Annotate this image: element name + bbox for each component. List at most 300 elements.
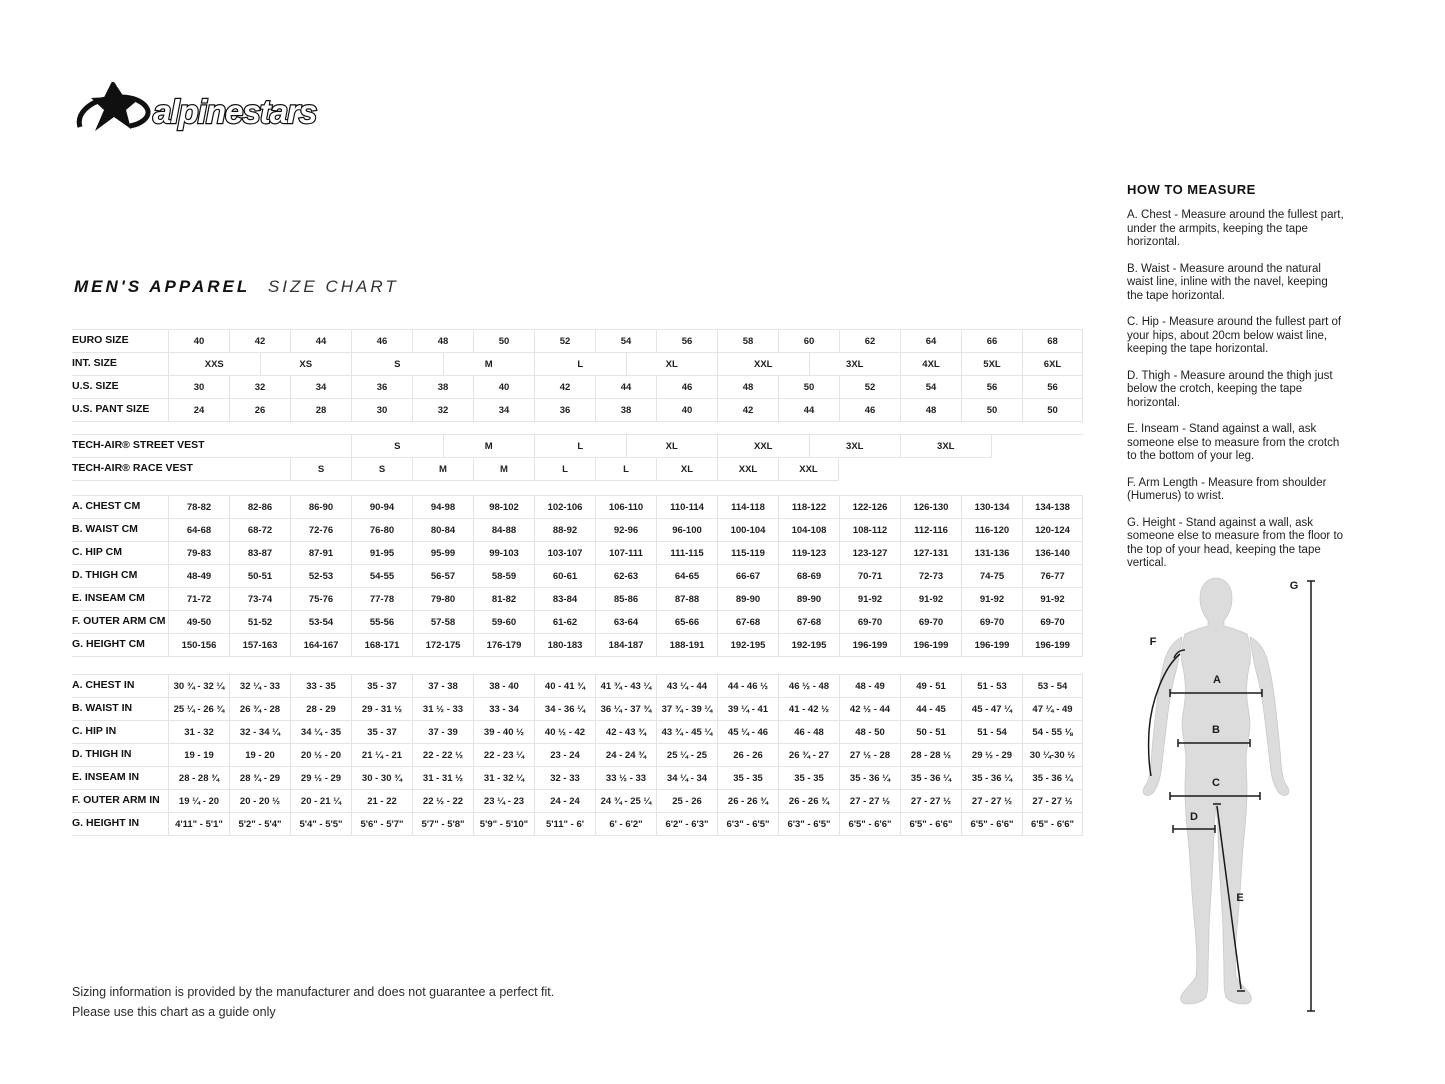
table-cell: 29 ½ - 29 [290,767,351,790]
table-row [72,813,1083,836]
table-cell: 196-199 [961,634,1022,657]
table-cell: 64-68 [168,519,229,542]
table-cell [992,435,1084,458]
table-cell: 23 ¼ - 23 [473,790,534,813]
table-cell: 28 ¾ - 29 [229,767,290,790]
table-cell: 110-114 [656,496,717,519]
table-cell: 30 ¼-30 ½ [1022,744,1083,767]
page-title [74,277,399,297]
table-cell: 27 - 27 ½ [839,790,900,813]
table-row [72,675,1083,698]
table-cell: 31 - 32 ¼ [473,767,534,790]
table-cell: 95-99 [412,542,473,565]
table-cell: 118-122 [778,496,839,519]
table-cell: 67-68 [717,611,778,634]
table-cell: 102-106 [534,496,595,519]
table-cell: 50 [1022,399,1083,422]
table-cell: 91-92 [900,588,961,611]
measure-instruction-thigh: D. Thigh - Measure around the thigh just below the crotch, keeping the tape horizontal. [1127,369,1333,409]
table-cell: 119-123 [778,542,839,565]
table-cell: 42 ½ - 44 [839,698,900,721]
table-row [72,458,1083,481]
measure-instruction-chest: A. Chest - Measure around the fullest part, under the armpits, keeping the tape horizontal. [1127,209,1344,248]
row-label: C. HIP CM [72,542,168,565]
table-cell: 35 - 36 ¼ [839,767,900,790]
table-cell: 47 ¼ - 49 [1022,698,1083,721]
table-cell: 76-80 [351,519,412,542]
table-row [72,496,1083,519]
table-cell: 36 [351,376,412,399]
table-cell [839,458,1083,481]
table-cell: 6'2" - 6'3" [656,813,717,836]
table-cell: 39 ¼ - 41 [717,698,778,721]
table-cell: 30 - 30 ¾ [351,767,412,790]
row-label: G. HEIGHT CM [72,634,168,657]
measure-instruction-arm: F. Arm Length - Measure from shoulder (Humerus) to wrist. [1127,476,1327,502]
table-cell: 5'11" - 6' [534,813,595,836]
table-row [72,634,1083,657]
table-cell: 27 - 27 ½ [1022,790,1083,813]
table-cell: 79-83 [168,542,229,565]
table-cell: 24 ¾ - 25 ¼ [595,790,656,813]
table-cell: 40 - 41 ¾ [534,675,595,698]
table-cell: 24 - 24 ¾ [595,744,656,767]
table-cell: 76-77 [1022,565,1083,588]
table-cell: 48 - 50 [839,721,900,744]
row-label: B. WAIST CM [72,519,168,542]
table-cell: 82-86 [229,496,290,519]
table-cell: 28 - 28 ½ [900,744,961,767]
table-cell: 34 - 36 ¼ [534,698,595,721]
table-cell: 3XL [809,353,901,376]
row-label: TECH-AIR® STREET VEST [72,435,168,458]
table-cell: 54-55 [351,565,412,588]
table-cell: 122-126 [839,496,900,519]
table-row [72,399,1083,422]
table-cell: 87-91 [290,542,351,565]
body-silhouette [1143,578,1289,1004]
table-row [72,542,1083,565]
table-cell: 68-72 [229,519,290,542]
table-cell: 31 ½ - 33 [412,698,473,721]
table-cell: 48 - 49 [839,675,900,698]
table-cell: L [534,435,626,458]
table-cell: 34 [473,399,534,422]
table-cell: 71-72 [168,588,229,611]
table-cell: 51 - 54 [961,721,1022,744]
table-cell: 26 - 26 [717,744,778,767]
table-cell: XXS [168,353,260,376]
table-cell: 21 - 22 [351,790,412,813]
table-cell: 34 ¼ - 34 [656,767,717,790]
table-cell: 172-175 [412,634,473,657]
measure-instruction-inseam: E. Inseam - Stand against a wall, ask someone else to measure from the crotch to the bottom of your leg. [1127,423,1340,462]
table-cell: 50 [778,376,839,399]
table-cell: 196-199 [1022,634,1083,657]
table-cell: 62-63 [595,565,656,588]
table-row [72,767,1083,790]
table-row [72,353,1083,376]
table-cell: 111-115 [656,542,717,565]
table-cell: 26 - 26 ¾ [778,790,839,813]
table-cell: 56 [961,376,1022,399]
table-cell: XXL [717,353,809,376]
label-A: A [1213,674,1221,686]
table-cell: 31 - 31 ½ [412,767,473,790]
table-cell: 44 - 45 [900,698,961,721]
table-cell: XS [260,353,352,376]
table-cell: 41 ¾ - 43 ¼ [595,675,656,698]
table-cell: 69-70 [1022,611,1083,634]
table-cell: 19 - 19 [168,744,229,767]
table-cell: 64-65 [656,565,717,588]
table-cell: 52 [534,330,595,353]
table-row [72,519,1083,542]
table-cell: 89-90 [778,588,839,611]
disclaimer [72,982,554,1022]
table-cell: 48 [412,330,473,353]
table-cell: 49 - 51 [900,675,961,698]
table-cell: 55-56 [351,611,412,634]
table-cell: 89-90 [717,588,778,611]
table-cell: 91-92 [961,588,1022,611]
body-measurement-diagram [1128,571,1328,1026]
table-row [72,330,1083,353]
table-cell: L [595,458,656,481]
table-cell: 27 ½ - 28 [839,744,900,767]
table-cell: 42 [717,399,778,422]
table-cell: 83-87 [229,542,290,565]
table-cell: 86-90 [290,496,351,519]
alpinestars-logo [73,82,325,145]
table-cell: 25 - 26 [656,790,717,813]
table-cell: 6'3" - 6'5" [778,813,839,836]
table-cell: 60 [778,330,839,353]
table-cell: M [412,458,473,481]
table-cell: 40 [473,376,534,399]
table-cell: 42 [229,330,290,353]
measure-instruction-height: G. Height - Stand against a wall, ask someone else to measure from the floor to the top of your head, keeping the tape vertical. [1127,516,1344,569]
table-cell: 65-66 [656,611,717,634]
table-cell: 41 - 42 ½ [778,698,839,721]
table-cell: 188-191 [656,634,717,657]
table-cell: 37 - 38 [412,675,473,698]
table-cell: 31 - 32 [168,721,229,744]
table-cell: 5'2" - 5'4" [229,813,290,836]
table-cell: 91-92 [839,588,900,611]
table-cell: 32 [229,376,290,399]
table-cell: 3XL [809,435,901,458]
table-cell: 94-98 [412,496,473,519]
table-cell: 73-74 [229,588,290,611]
table-cell: 51-52 [229,611,290,634]
table-cell: 85-86 [595,588,656,611]
alpinestars-star-icon [79,83,148,131]
table-cell: 72-76 [290,519,351,542]
table-cell: 26 - 26 ¾ [717,790,778,813]
table-cell: 54 [595,330,656,353]
table-cell: S [351,353,443,376]
table-cell: XXL [717,458,778,481]
row-label: U.S. SIZE [72,376,168,399]
table-cell: XL [626,353,718,376]
row-label: A. CHEST IN [72,675,168,698]
table-cell: 130-134 [961,496,1022,519]
label-B: B [1212,724,1220,736]
table-row [72,721,1083,744]
table-cell: 35 - 37 [351,721,412,744]
table-cell: 28 - 28 ¾ [168,767,229,790]
logo-wordmark: alpinestars [153,93,317,130]
table-cell: 25 ¼ - 25 [656,744,717,767]
table-cell: 74-75 [961,565,1022,588]
table-cell: 21 ¼ - 21 [351,744,412,767]
table-cell: 50 [473,330,534,353]
table-cell: 32 - 34 ¼ [229,721,290,744]
row-label: G. HEIGHT IN [72,813,168,836]
table-cell: 25 ¼ - 26 ¾ [168,698,229,721]
table-cell: 92-96 [595,519,656,542]
table-cell: 24 [168,399,229,422]
table-cell: 27 - 27 ½ [961,790,1022,813]
label-F: F [1149,636,1157,648]
table-cell: 67-68 [778,611,839,634]
table-cell: 43 ¾ - 45 ¼ [656,721,717,744]
table-cell: 104-108 [778,519,839,542]
table-cell: 46 [839,399,900,422]
table-cell: 61-62 [534,611,595,634]
table-cell: 120-124 [1022,519,1083,542]
table-cell: 72-73 [900,565,961,588]
row-label: D. THIGH CM [72,565,168,588]
table-cell: 100-104 [717,519,778,542]
table-cell: 196-199 [839,634,900,657]
table-cell: 6'5" - 6'6" [1022,813,1083,836]
row-label: E. INSEAM CM [72,588,168,611]
table-cell: 59-60 [473,611,534,634]
how-to-measure-panel [1127,182,1345,584]
table-cell: 28 - 29 [290,698,351,721]
table-cell: 180-183 [534,634,595,657]
table-cell: 22 - 22 ½ [412,744,473,767]
table-cell: S [351,458,412,481]
table-cell: 43 ¼ - 44 [656,675,717,698]
table-cell: 42 [534,376,595,399]
table-cell: 126-130 [900,496,961,519]
table-cell: 75-76 [290,588,351,611]
table-cell: 58-59 [473,565,534,588]
table-cell: 56-57 [412,565,473,588]
table-cell: 33 - 35 [290,675,351,698]
table-cell: 103-107 [534,542,595,565]
table-cell: 123-127 [839,542,900,565]
table-cell: M [473,458,534,481]
table-cell: 116-120 [961,519,1022,542]
table-cell: 53 - 54 [1022,675,1083,698]
table-cell: 49-50 [168,611,229,634]
table-row [72,790,1083,813]
table-group [72,434,1083,481]
table-cell: 81-82 [473,588,534,611]
table-cell: 34 [290,376,351,399]
row-label: F. OUTER ARM IN [72,790,168,813]
table-cell: M [443,435,535,458]
table-cell: 19 ¼ - 20 [168,790,229,813]
table-cell: 30 [351,399,412,422]
table-cell: 136-140 [1022,542,1083,565]
table-cell: 48 [900,399,961,422]
table-cell: 66-67 [717,565,778,588]
table-cell: 33 - 34 [473,698,534,721]
table-cell: 54 [900,376,961,399]
table-cell: 96-100 [656,519,717,542]
table-cell: 36 ¼ - 37 ¾ [595,698,656,721]
table-cell: 107-111 [595,542,656,565]
table-cell: XXL [778,458,839,481]
table-cell: 64 [900,330,961,353]
size-table [72,329,1083,836]
table-cell: 62 [839,330,900,353]
table-cell: 32 - 33 [534,767,595,790]
table-cell: 35 - 37 [351,675,412,698]
table-cell: 40 [656,399,717,422]
table-cell: 20 - 21 ¼ [290,790,351,813]
table-row [72,435,1083,458]
table-cell: 91-92 [1022,588,1083,611]
table-cell: L [534,458,595,481]
table-cell: 36 [534,399,595,422]
table-cell: 69-70 [900,611,961,634]
table-cell: 78-82 [168,496,229,519]
table-cell: 53-54 [290,611,351,634]
page-title-sub: SIZE CHART [267,277,399,296]
table-cell: 46 [656,376,717,399]
table-cell: 46 ½ - 48 [778,675,839,698]
row-label: E. INSEAM IN [72,767,168,790]
table-cell: S [290,458,351,481]
table-cell: 58 [717,330,778,353]
page-title-main: MEN'S APPAREL [74,277,251,296]
table-cell: 56 [656,330,717,353]
table-cell: 38 - 40 [473,675,534,698]
table-cell: 29 ½ - 29 [961,744,1022,767]
table-cell: 69-70 [961,611,1022,634]
table-cell: 115-119 [717,542,778,565]
table-cell: 60-61 [534,565,595,588]
table-row [72,698,1083,721]
table-cell: 51 - 53 [961,675,1022,698]
table-cell: 83-84 [534,588,595,611]
table-cell: 77-78 [351,588,412,611]
table-row [72,588,1083,611]
label-E: E [1236,892,1244,904]
table-cell: 63-64 [595,611,656,634]
table-cell: 66 [961,330,1022,353]
table-cell: 168-171 [351,634,412,657]
table-cell: 5'9" - 5'10" [473,813,534,836]
row-label: A. CHEST CM [72,496,168,519]
table-cell: 6' - 6'2" [595,813,656,836]
table-cell: 114-118 [717,496,778,519]
label-G: G [1289,580,1299,592]
table-cell: 192-195 [778,634,839,657]
table-cell: 35 - 35 [778,767,839,790]
table-cell: 54 - 55 ⅛ [1022,721,1083,744]
table-cell: 22 - 23 ¼ [473,744,534,767]
table-cell: 28 [290,399,351,422]
table-cell: 84-88 [473,519,534,542]
table-cell: 52 [839,376,900,399]
table-cell: 34 ¼ - 35 [290,721,351,744]
table-cell: 30 [168,376,229,399]
table-cell: 40 ½ - 42 [534,721,595,744]
table-group [72,674,1083,836]
table-cell: 164-167 [290,634,351,657]
table-cell: 112-116 [900,519,961,542]
table-cell: 20 - 20 ½ [229,790,290,813]
row-label: TECH-AIR® RACE VEST [72,458,168,481]
table-cell: 32 [412,399,473,422]
table-cell: 80-84 [412,519,473,542]
table-cell: 5'6" - 5'7" [351,813,412,836]
table-cell: 24 - 24 [534,790,595,813]
row-label: B. WAIST IN [72,698,168,721]
table-group [72,329,1083,422]
table-cell: 131-136 [961,542,1022,565]
table-cell: 192-195 [717,634,778,657]
table-cell: 26 ¾ - 28 [229,698,290,721]
table-group [72,495,1083,657]
table-cell: 6'3" - 6'5" [717,813,778,836]
table-cell: 106-110 [595,496,656,519]
table-cell: 50 - 51 [900,721,961,744]
row-label: D. THIGH IN [72,744,168,767]
table-cell: 22 ½ - 22 [412,790,473,813]
table-cell: L [534,353,626,376]
row-label: INT. SIZE [72,353,168,376]
table-cell: 6XL [1022,353,1083,376]
table-cell: 157-163 [229,634,290,657]
row-label: F. OUTER ARM CM [72,611,168,634]
disclaimer-line-2: Please use this chart as a guide only [72,1005,276,1019]
table-cell: 35 - 36 ¼ [1022,767,1083,790]
table-cell: 4XL [900,353,961,376]
row-label: U.S. PANT SIZE [72,399,168,422]
table-cell: 68 [1022,330,1083,353]
table-cell: 5XL [961,353,1022,376]
table-cell: 50-51 [229,565,290,588]
table-cell: 35 - 36 ¼ [900,767,961,790]
measure-instruction-waist: B. Waist - Measure around the natural waist line, inline with the navel, keeping the tape horizontal. [1127,262,1328,302]
table-cell: 90-94 [351,496,412,519]
table-row [72,744,1083,767]
table-cell: 46 [351,330,412,353]
table-row [72,611,1083,634]
table-cell: 79-80 [412,588,473,611]
table-cell: 19 - 20 [229,744,290,767]
table-cell: 57-58 [412,611,473,634]
how-to-measure-heading: HOW TO MEASURE [1127,182,1256,197]
table-cell: 40 [168,330,229,353]
disclaimer-line-1: Sizing information is provided by the manufacturer and does not guarantee a perfect fit. [72,985,555,999]
table-cell: 6'5" - 6'6" [900,813,961,836]
table-cell: 91-95 [351,542,412,565]
table-cell: 88-92 [534,519,595,542]
table-cell: 184-187 [595,634,656,657]
table-cell: 44 - 46 ½ [717,675,778,698]
table-cell: 98-102 [473,496,534,519]
table-cell: 87-88 [656,588,717,611]
